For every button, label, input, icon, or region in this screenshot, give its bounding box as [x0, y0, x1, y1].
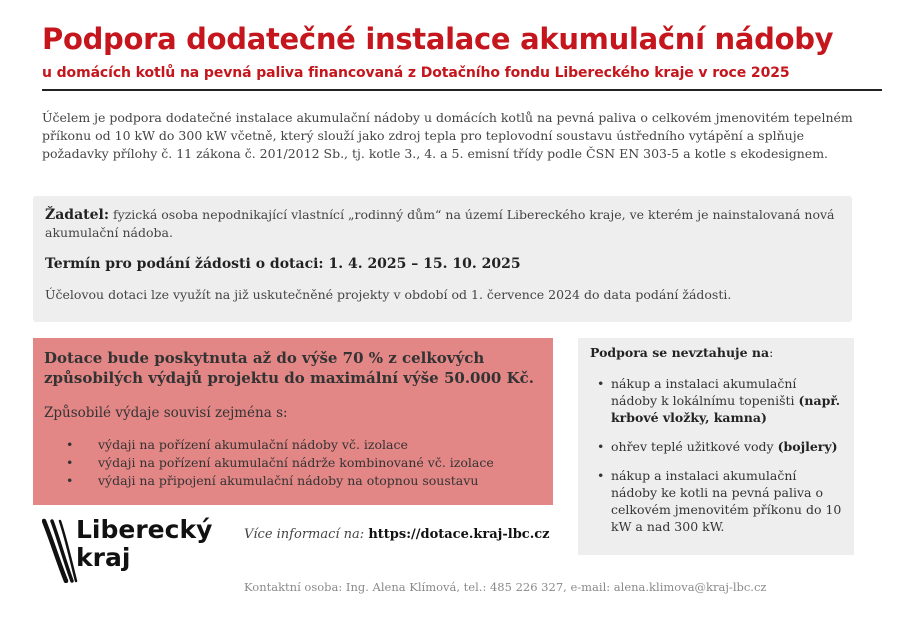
more-info-label: Více informací na:	[244, 527, 369, 542]
bullet-icon: •	[597, 468, 605, 483]
exclusion-note: (např. krbové vložky, kamna)	[611, 393, 841, 425]
bullet-icon: •	[597, 439, 605, 454]
exclusion-item	[597, 375, 842, 426]
exclusions-list	[597, 375, 842, 547]
exclusion-text: nákup a instalaci akumulační nádoby ke kotli na pevná paliva o celkovém jmenovitém příkonu do 10 kW a nad 300 kW.	[611, 468, 842, 534]
exclusions-heading-bold: Podpora se nevztahuje na	[590, 345, 770, 360]
eligible-cost-text: výdaji na pořízení akumulační nádoby vč. izolace	[98, 437, 408, 452]
exclusion-item	[597, 438, 842, 455]
logo-line-2: kraj	[76, 543, 131, 572]
eligible-period-note: Účelovou dotaci lze využít na již uskutečněné projekty v období od 1. července 2024 do data podání žádosti.	[45, 287, 732, 302]
exclusions-heading	[590, 345, 773, 360]
page-title: Podpora dodatečné instalace akumulační nádoby	[42, 22, 834, 56]
exclusion-note: (bojlery)	[777, 439, 838, 454]
bullet-icon: •	[597, 376, 605, 391]
bullet-icon: •	[66, 437, 74, 452]
bullet-icon: •	[66, 455, 74, 470]
eligible-costs-list	[66, 436, 494, 490]
applicant-label: Žadatel:	[45, 207, 110, 223]
logo-wordmark	[76, 516, 212, 572]
exclusions-heading-suffix: :	[769, 345, 774, 360]
exclusion-text: ohřev teplé užitkové vody	[611, 439, 778, 454]
intro-paragraph: Účelem je podpora dodatečné instalace akumulační nádoby u domácích kotlů na pevná paliva o celkovém jmenovitém tepelném příkonu od 10 kW do 300 kW včetně, který slouží jako zdroj tepla pro teplovodní soustavu ústředního vytápění a splňuje požadavky přílohy č. 11 zákona č. 201/2012 Sb., tj. kotle 3., 4. a 5. emisní třídy podle ČSN EN 303-5 a kotle s ekodesignem.	[42, 110, 853, 161]
eligible-cost-item	[66, 454, 494, 472]
application-deadline: Termín pro podání žádosti o dotaci: 1. 4. 2025 – 15. 10. 2025	[45, 256, 521, 272]
eligible-cost-item	[66, 472, 494, 490]
applicant-text: fyzická osoba nepodnikající vlastnící „rodinný dům“ na území Libereckého kraje, ve kterém je nainstalovaná nová akumulační nádoba.	[45, 207, 835, 240]
exclusion-text: nákup a instalaci akumulační nádoby k lokálnímu topeništi	[611, 376, 799, 408]
more-info-line	[244, 527, 550, 542]
header-divider	[42, 89, 882, 91]
logo-line-1: Liberecký	[76, 515, 213, 544]
eligible-costs-heading: Způsobilé výdaje souvisí zejména s:	[44, 405, 288, 421]
eligible-cost-text: výdaji na pořízení akumulační nádrže kombinované vč. izolace	[98, 455, 494, 470]
applicant-paragraph	[45, 206, 840, 242]
more-info-link[interactable]: https://dotace.kraj-lbc.cz	[368, 527, 550, 542]
exclusion-item	[597, 467, 842, 535]
eligible-cost-text: výdaji na připojení akumulační nádoby na otopnou soustavu	[98, 473, 479, 488]
subsidy-amount-headline: Dotace bude poskytnuta až do výše 70 % z celkových způsobilých výdajů projektu do maximální výše 50.000 Kč.	[44, 349, 534, 387]
contact-line: Kontaktní osoba: Ing. Alena Klímová, tel.: 485 226 327, e-mail: alena.klimova@kraj-lbc.cz	[244, 580, 767, 594]
bullet-icon: •	[66, 473, 74, 488]
eligible-cost-item	[66, 436, 494, 454]
page-subtitle: u domácích kotlů na pevná paliva financovaná z Dotačního fondu Libereckého kraje v roce 2025	[42, 65, 790, 81]
